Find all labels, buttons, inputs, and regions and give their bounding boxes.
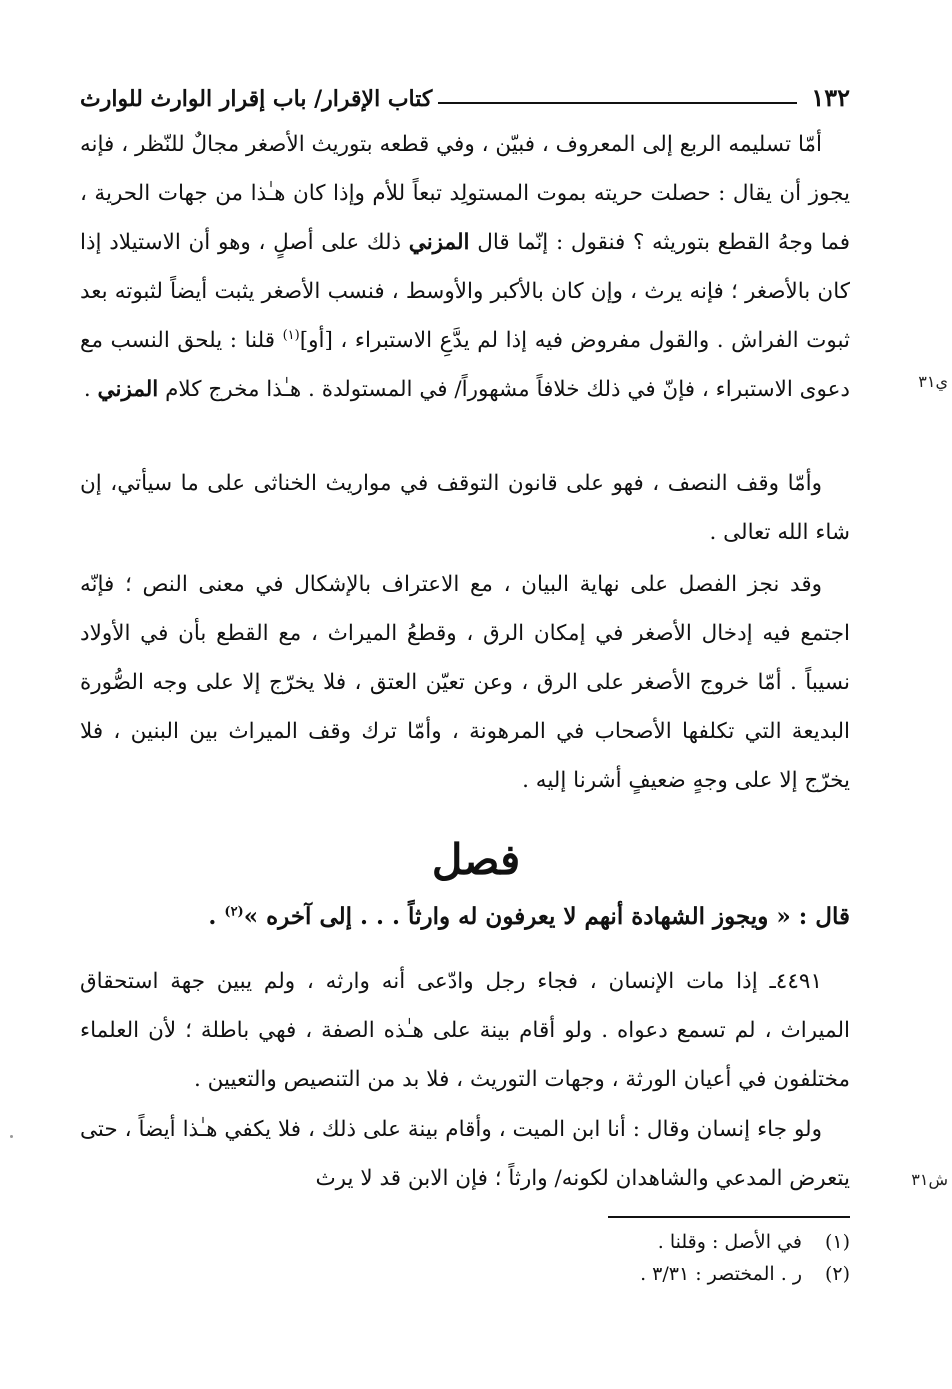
scan-speck <box>10 1135 13 1138</box>
paragraph-5 <box>80 1105 850 1203</box>
margin-note-manuscript-2: ش٣١ <box>911 1170 948 1189</box>
running-header <box>80 78 850 112</box>
section-heading-text: فصل <box>431 835 521 884</box>
footnote-2-text: ر . المختصر : ٣/٣١ . <box>640 1263 802 1285</box>
paragraph-1-author-name: المزني <box>408 230 470 255</box>
section-quote-suffix: . <box>208 903 225 930</box>
section-heading-ornament <box>376 828 576 892</box>
paragraph-1-part-f: . <box>83 377 98 402</box>
paragraph-1-author-name-2: المزني <box>97 377 159 402</box>
paragraph-4 <box>80 957 850 1104</box>
paragraph-3 <box>80 560 850 805</box>
header-title: كتاب الإقرار/ باب إقرار الوارث للوارث <box>80 86 433 112</box>
paragraph-1-part-a: أمّا تسليمه الربع إلى المعروف ، فبيّن ، وفي قطعه بتوريث الأصغر مجالٌ للنّظر ، فإنه يجوز أن يقال : حصلت حريته بموت المستولِد تبعاً للأم وإذا كان هـٰذا من جهات الحرية ، فما وجهُ القطع بتوريثه ؟ فنقول : إنّما قال <box>80 132 850 255</box>
footnote-rule <box>608 1216 850 1218</box>
section-quote <box>80 890 850 944</box>
fasl-calligraphy-icon <box>376 828 576 892</box>
footnote-1 <box>80 1226 850 1258</box>
paragraph-2 <box>80 459 850 557</box>
header-rule <box>438 102 797 104</box>
paragraph-1-part-d: قلنا : يلحق النسب مع دعوى الاستبراء ، فإنّ في ذلك خلافاً مشهوراً/ في المستولدة . هـٰذا مخرج كلام <box>80 328 850 402</box>
paragraph-1 <box>80 120 850 414</box>
paragraph-5-text: ولو جاء إنسان وقال : أنا ابن الميت ، وأقام بينة على ذلك ، فلا يكفي هـٰذا أيضاً ، حتى يتعرض المدعي والشاهدان لكونه/ وارثاً ؛ فإن الابن قد لا يرث <box>80 1117 850 1191</box>
footnote-1-text: في الأصل : وقلنا . <box>657 1231 802 1253</box>
paragraph-4-text: ٤٤٩١ـ إذا مات الإنسان ، فجاء رجل وادّعى أنه وارثه ، ولم يبين جهة استحقاق الميراث ، لم تسمع دعواه . ولو أقام بينة على هـٰذه الصفة ، فهي باطلة ؛ لأن العلماء مختلفون في أعيان الورثة ، وجهات التوريث ، فلا بد من التنصيص والتعيين . <box>80 969 850 1092</box>
footnote-2-number: (٢) <box>824 1263 850 1285</box>
footnote-2 <box>80 1258 850 1290</box>
footnote-ref-2: (٢) <box>224 904 244 920</box>
page-number: ١٣٢ <box>811 83 850 112</box>
paragraph-3-text: وقد نجز الفصل على نهاية البيان ، مع الاعتراف بالإشكال في معنى النص ؛ فإنّه اجتمع فيه إدخال الأصغر في إمكان الرق ، وقطعُ الميراث ، مع القطع بأن في الأولاد نسيباً . أمّا خروج الأصغر على الرق ، وعن تعيّن العتق ، فلا يخرّج إلا على وجه الصُّورة البديعة التي تكلفها الأصحاب في المرهونة ، وأمّا ترك وقف الميراث بين البنين ، فلا يخرّج إلا على وجهٍ ضعيفٍ أشرنا إليه . <box>80 572 850 793</box>
footnote-ref-1: (١) <box>282 327 300 343</box>
paragraph-1-part-c: ذلك على أصلٍ ، وهو أن الاستيلاد إذا كان بالأصغر ؛ فإنه يرث ، وإن كان بالأكبر والأوسط ، فنسب الأصغر يثبت أيضاً لثبوته بعد ثبوت الفراش . والقول مفروض فيه إذا لم يدَّعِ الاستبراء ، [أو] <box>80 230 850 353</box>
paragraph-2-text: وأمّا وقف النصف ، فهو على قانون التوقف في مواريث الخناثى على ما سيأتي، إن شاء الله تعالى . <box>80 471 850 545</box>
paragraph-1-text <box>80 120 850 414</box>
footnotes <box>80 1226 850 1290</box>
margin-note-manuscript-1: ي٣١ <box>918 372 948 391</box>
footnote-1-number: (١) <box>824 1231 850 1253</box>
section-quote-text: قال : « ويجوز الشهادة أنهم لا يعرفون له وارثاً . . . إلى آخره » <box>243 903 850 930</box>
